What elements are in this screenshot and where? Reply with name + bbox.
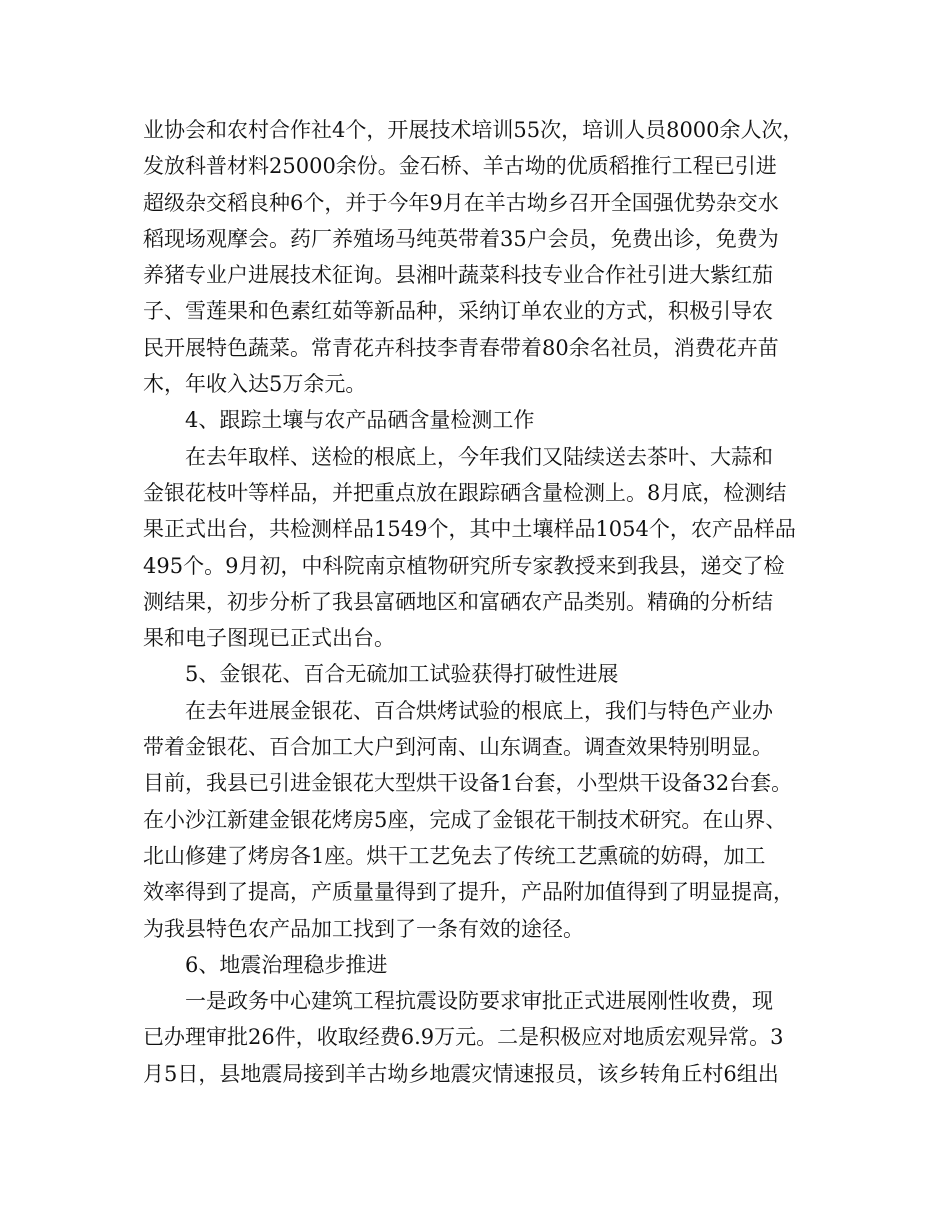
body-line: 金银花枝叶等样品，并把重点放在跟踪硒含量检测上。8月底，检测结 [143, 480, 787, 505]
body-line: 木，年收入达5万余元。 [143, 372, 367, 397]
body-line: 子、雪莲果和色素红茹等新品种，采纳订单农业的方式，积极引导农 [143, 299, 773, 324]
body-line: 养猪专业户进展技术征询。县湘叶蔬菜科技专业合作社引进大紫红茄 [143, 263, 773, 288]
body-line: 超级杂交稻良种6个，并于今年9月在羊古坳乡召开全国强优势杂交水 [143, 190, 779, 215]
body-line: 测结果，初步分析了我县富硒地区和富硒农产品类别。精确的分析结 [143, 589, 773, 614]
body-line: 为我县特色农产品加工找到了一条有效的途径。 [143, 916, 584, 941]
body-line: 目前，我县已引进金银花大型烘干设备1台套，小型烘干设备32台套。 [143, 771, 793, 796]
body-line: 带着金银花、百合加工大户到河南、山东调查。调查效果特别明显。 [143, 735, 773, 760]
body-line: 发放科普材料25000余份。金石桥、羊古坳的优质稻推行工程已引进 [143, 154, 777, 179]
section-heading: 5、金银花、百合无硫加工试验获得打破性进展 [185, 662, 619, 687]
section-heading: 4、跟踪土壤与农产品硒含量检测工作 [185, 408, 535, 433]
body-line: 已办理审批26件，收取经费6.9万元。二是积极应对地质宏观异常。3 [143, 1025, 784, 1050]
body-line: 在去年取样、送检的根底上，今年我们又陆续送去茶叶、大蒜和 [185, 444, 773, 469]
body-line: 果和电子图现已正式出台。 [143, 626, 395, 651]
body-line: 稻现场观摩会。药厂养殖场马纯英带着35户会员，免费出诊，免费为 [143, 226, 779, 251]
body-line: 月5日，县地震局接到羊古坳乡地震灾情速报员，该乡转角丘村6组出 [143, 1061, 779, 1086]
body-line: 业协会和农村合作社4个，开展技术培训55次，培训人员8000余人次， [143, 118, 804, 142]
body-line: 效率得到了提高，产质量量得到了提升，产品附加值得到了明显提高， [143, 880, 794, 905]
body-line: 果正式出台，共检测样品1549个，其中土壤样品1054个，农产品样品 [143, 517, 796, 542]
body-line: 民开展特色蔬菜。常青花卉科技李青春带着80余名社员，消费花卉苗 [143, 335, 779, 360]
body-line: 495个。9月初，中科院南京植物研究所专家教授来到我县，递交了检 [143, 553, 785, 578]
body-line: 一是政务中心建筑工程抗震设防要求审批正式进展刚性收费，现 [185, 989, 773, 1014]
body-line: 北山修建了烤房各1座。烘干工艺免去了传统工艺熏硫的妨碍，加工 [143, 843, 766, 868]
body-line: 在去年进展金银花、百合烘烤试验的根底上，我们与特色产业办 [185, 698, 773, 723]
document-body [143, 112, 813, 1092]
body-line: 在小沙江新建金银花烤房5座，完成了金银花干制技术研究。在山界、 [143, 807, 787, 832]
section-heading: 6、地震治理稳步推进 [185, 952, 388, 977]
